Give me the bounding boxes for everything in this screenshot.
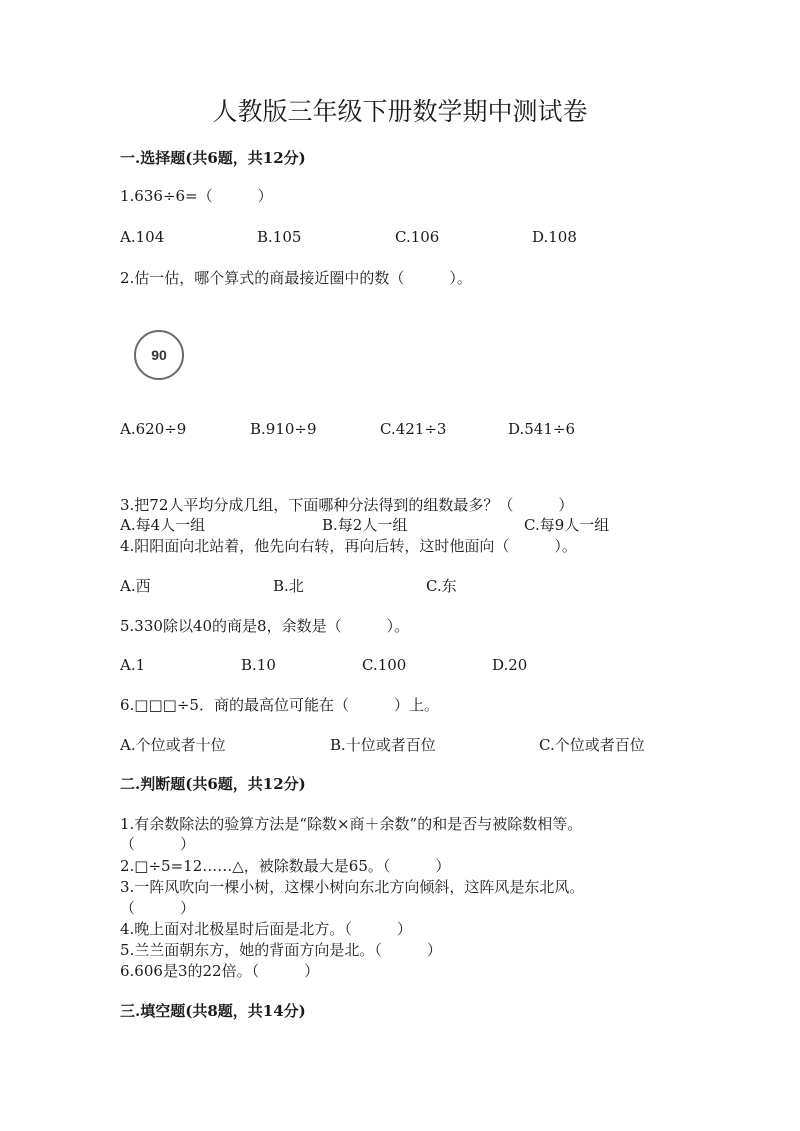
option-a: A.每4人一组	[120, 516, 206, 534]
question-2: 2.估一估，哪个算式的商最接近圈中的数（ ）。	[120, 269, 472, 287]
judge-answer-blank: （ ）	[120, 835, 196, 853]
option-a: A.个位或者十位	[120, 736, 226, 754]
judge-question-3: 3.一阵风吹向一棵小树，这棵小树向东北方向倾斜，这阵风是东北风。	[120, 878, 585, 896]
option-c: C.106	[395, 228, 440, 246]
question-5: 5.330除以40的商是8，余数是（ ）。	[120, 617, 410, 635]
option-b: B.105	[257, 228, 302, 246]
option-b: B.910÷9	[250, 420, 317, 438]
judge-question-5: 5.兰兰面朝东方，她的背面方向是北。（ ）	[120, 941, 442, 959]
question-3: 3.把72人平均分成几组，下面哪种分法得到的组数最多？（ ）	[120, 496, 574, 514]
option-c: C.421÷3	[380, 420, 447, 438]
option-c: C.东	[426, 577, 457, 595]
judge-answer-blank: （ ）	[120, 899, 196, 917]
option-a: A.620÷9	[120, 420, 187, 438]
option-a: A.西	[120, 577, 151, 595]
judge-question-6: 6.606是3的22倍。（ ）	[120, 962, 320, 980]
option-b: B.10	[241, 656, 276, 674]
section-heading-choice: 一.选择题(共6题，共12分)	[120, 149, 306, 167]
judge-question-2: 2.□÷5=12……△，被除数最大是65。（ ）	[120, 857, 451, 875]
option-b: B.每2人一组	[322, 516, 408, 534]
option-c: C.个位或者百位	[539, 736, 645, 754]
option-c: C.100	[362, 656, 407, 674]
option-b: B.十位或者百位	[330, 736, 436, 754]
option-a: A.104	[120, 228, 165, 246]
question-1: 1.636÷6=（ ）	[120, 187, 273, 205]
question-4: 4.阳阳面向北站着，他先向右转，再向后转，这时他面向（ ）。	[120, 537, 577, 555]
option-d: D.108	[532, 228, 577, 246]
option-d: D.20	[492, 656, 528, 674]
circled-number: 90	[134, 330, 184, 380]
option-a: A.1	[120, 656, 146, 674]
judge-question-1: 1.有余数除法的验算方法是“除数×商＋余数”的和是否与被除数相等。	[120, 815, 583, 833]
section-heading-judge: 二.判断题(共6题，共12分)	[120, 775, 306, 793]
page-title: 人教版三年级下册数学期中测试卷	[212, 97, 588, 126]
option-d: D.541÷6	[508, 420, 576, 438]
option-b: B.北	[273, 577, 304, 595]
option-c: C.每9人一组	[524, 516, 610, 534]
question-6: 6.□□□÷5．商的最高位可能在（ ）上。	[120, 696, 439, 714]
section-heading-fill: 三.填空题(共8题，共14分)	[120, 1002, 306, 1020]
judge-question-4: 4.晚上面对北极星时后面是北方。（ ）	[120, 920, 412, 938]
